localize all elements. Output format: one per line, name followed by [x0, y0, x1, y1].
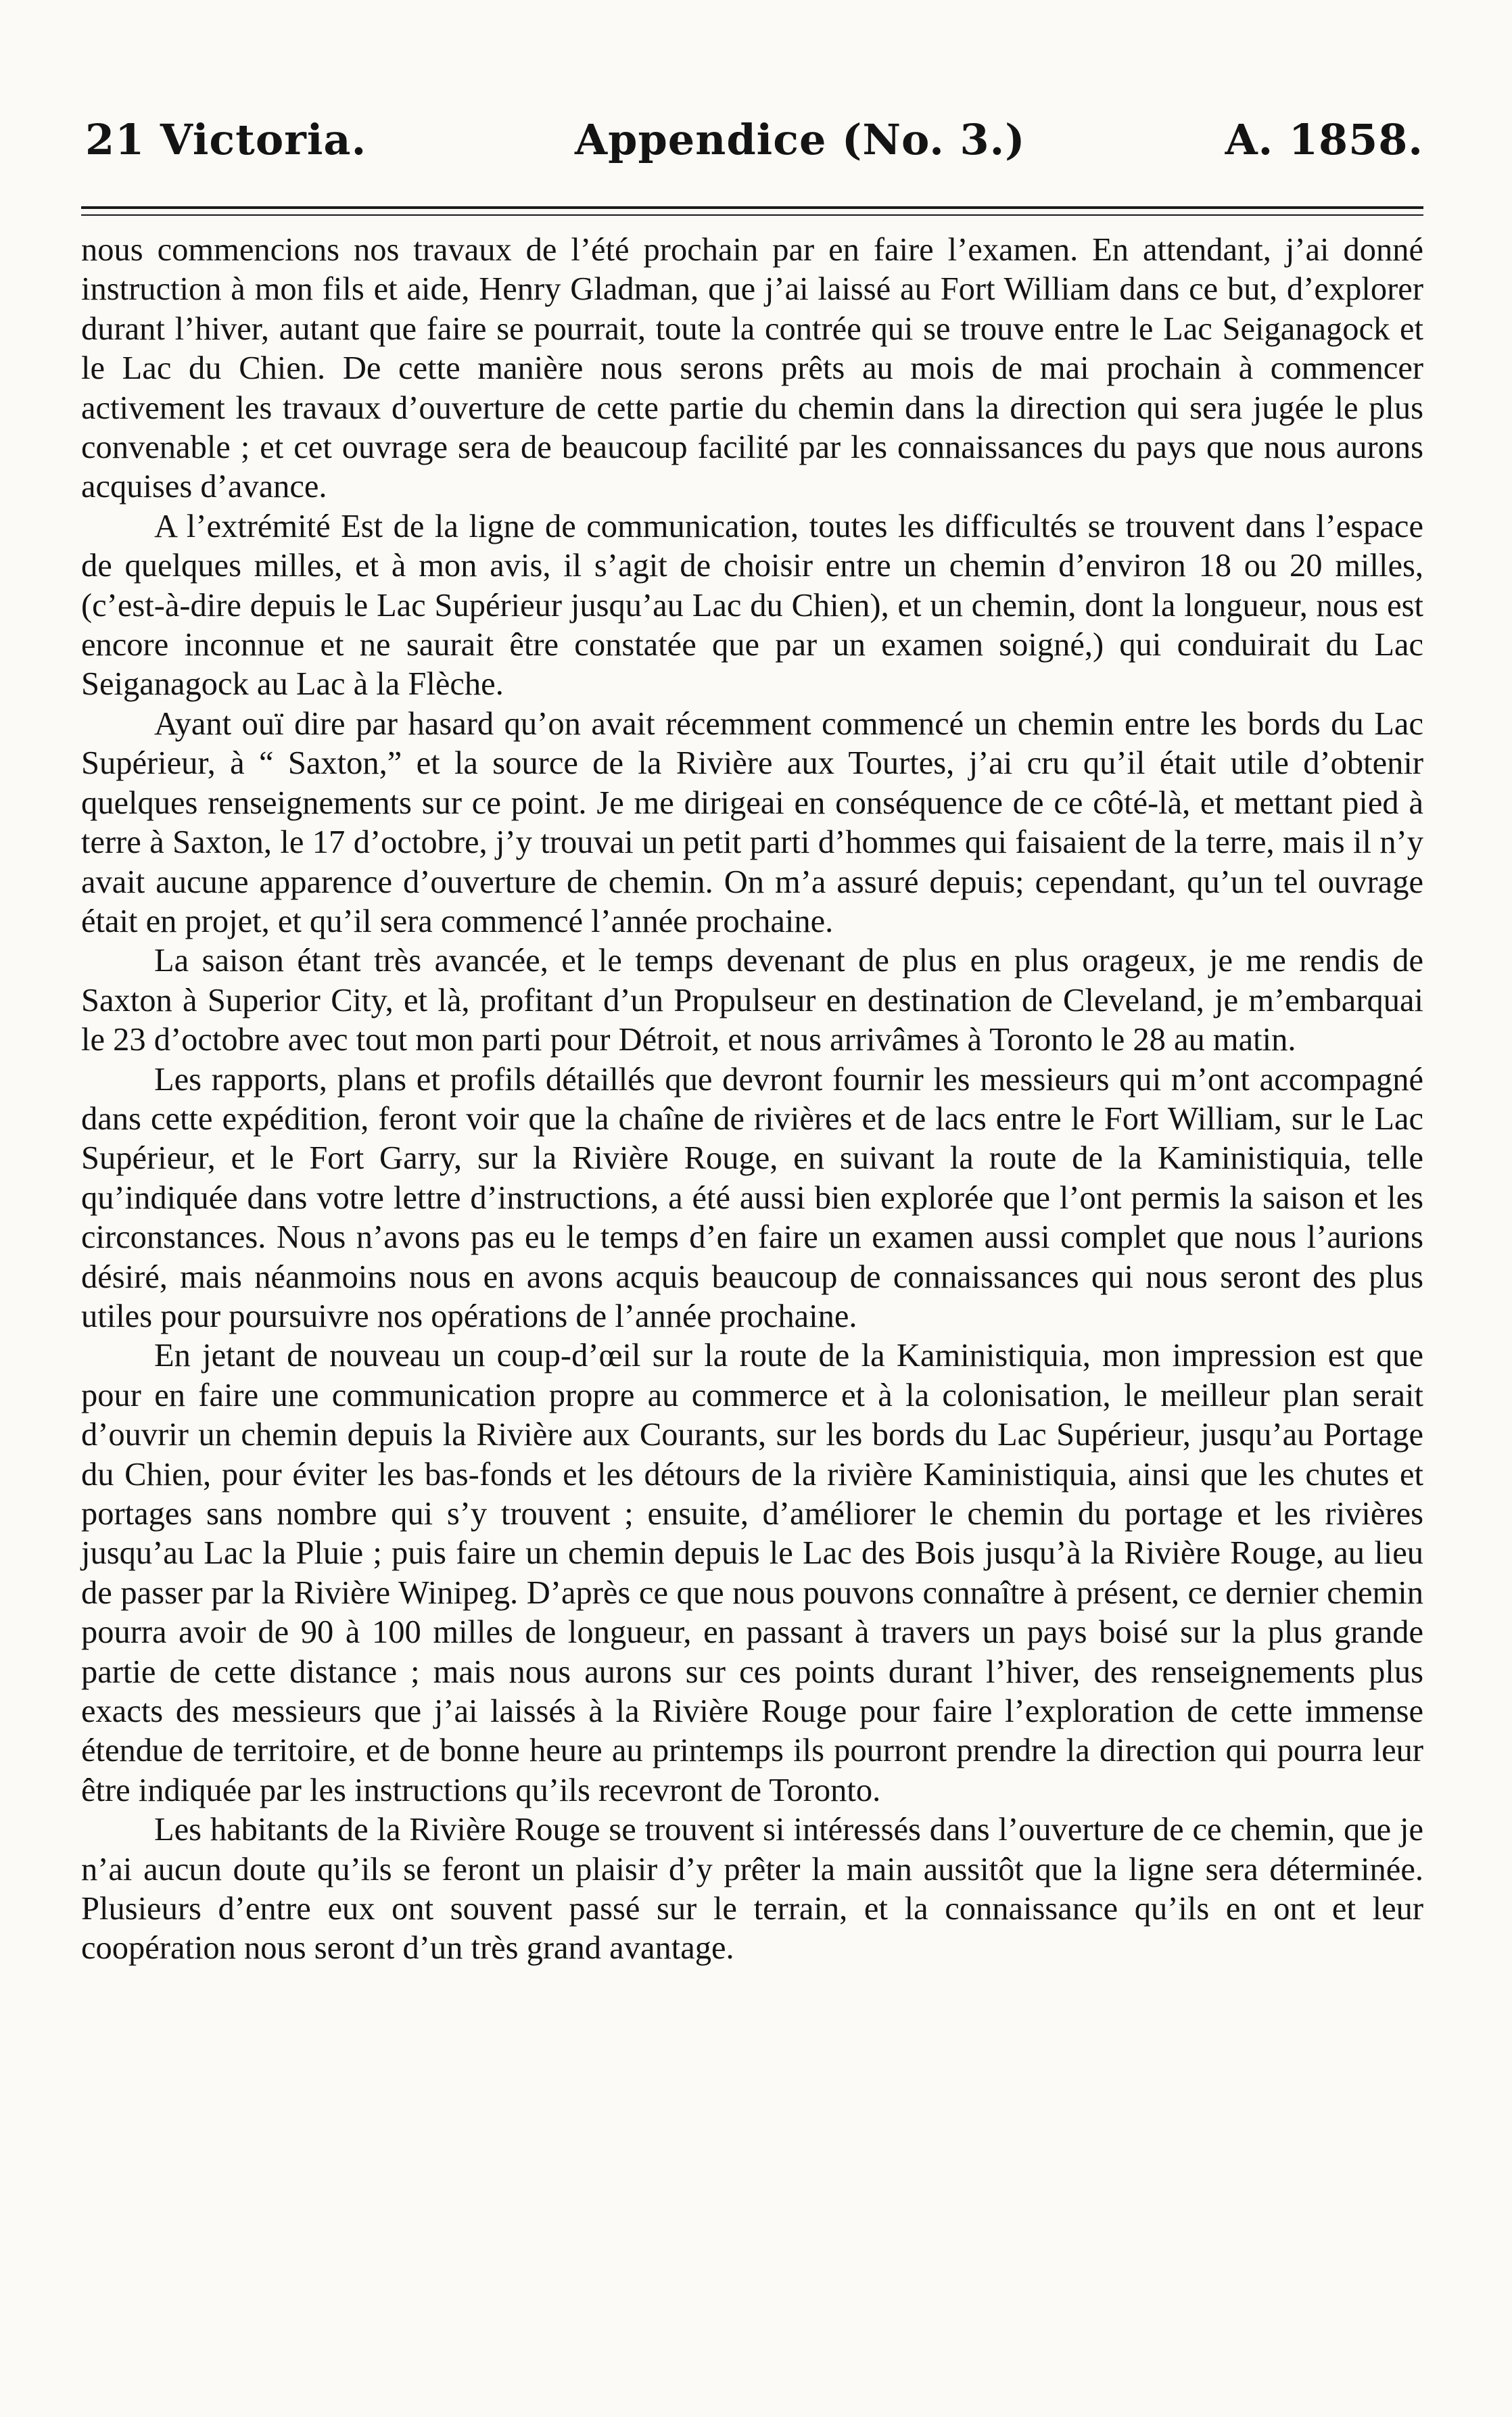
header-session: 21 Victoria.	[85, 115, 367, 164]
body-text	[81, 231, 1423, 1969]
paragraph-3: Ayant ouï dire par hasard qu’on avait récemment commencé un chemin entre les bords du Lac Supérieur, à “ Saxton,” et la source de la Rivière aux Tourtes, j’ai cru qu’il était utile d’obtenir quelques renseignements sur ce point. Je me dirigeai en conséquence de ce côté-là, et mettant pied à terre à Saxton, le 17 d’octobre, j’y trouvai un petit parti d’hommes qui faisaient de la terre, mais il n’y avait aucune apparence d’ouverture de chemin. On m’a assuré depuis; cependant, qu’un tel ouvrage était en projet, et qu’il sera commencé l’année prochaine.	[81, 705, 1423, 939]
paragraph-6: En jetant de nouveau un coup-d’œil sur la route de la Kaministiquia, mon impression est que pour en faire une communication propre au commerce et à la colonisation, le meilleur plan serait d’ouvrir un chemin depuis la Rivière aux Courants, sur les bords du Lac Supérieur, jusqu’au Portage du Chien, pour éviter les bas-fonds et les détours de la rivière Kaministiquia, ainsi que les chutes et portages sans nombre qui s’y trouvent ; ensuite, d’améliorer le chemin du portage et les rivières jusqu’au Lac la Pluie ; puis faire un chemin depuis le Lac des Bois jusqu’à la Rivière Rouge, au lieu de passer par la Rivière Winipeg. D’après ce que nous pouvons connaître à présent, ce dernier chemin pourra avoir de 90 à 100 milles de longueur, en passant à travers un pays boisé sur la plus grande partie de cette distance ; mais nous aurons sur ces points durant l’hiver, des renseignements plus exacts des messieurs que j’ai laissés à la Rivière Rouge pour faire l’exploration de cette immense étendue de territoire, et de bonne heure au printemps ils pourront prendre la direction qui pourra leur être indiquée par les instructions qu’ils recevront de Toronto.	[81, 1338, 1423, 1808]
paragraph-4: La saison étant très avancée, et le temps devenant de plus en plus orageux, je me rendis de Saxton à Superior City, et là, profitant d’un Propulseur en destination de Cleveland, je m’embarquai le 23 d’octobre avec tout mon parti pour Détroit, et nous arrivâmes à Toronto le 28 au matin.	[81, 943, 1423, 1058]
paragraph-2: A l’extrémité Est de la ligne de communication, toutes les difficultés se trouvent dans l’espace de quelques milles, et à mon avis, il s’agit de choisir entre un chemin d’environ 18 ou 20 milles, (c’est-à-dire depuis le Lac Supérieur jusqu’au Lac du Chien), et un chemin, dont la longueur, nous est encore inconnue et ne saurait être constatée que par un examen soigné,) qui conduirait du Lac Seiganagock au Lac à la Flèche.	[81, 508, 1423, 703]
page-header	[81, 101, 1423, 169]
paragraph-5: Les rapports, plans et profils détaillés que devront fournir les messieurs qui m’ont accompagné dans cette expédition, feront voir que la chaîne de rivières et de lacs entre le Fort William, sur le Lac Supérieur, et le Fort Garry, sur la Rivière Rouge, en suivant la route de la Kaministiquia, telle qu’indiquée dans votre lettre d’instructions, a été aussi bien explorée que l’ont permis la saison et les circonstances. Nous n’avons pas eu le temps d’en faire un examen aussi complet que nous l’aurions désiré, mais néanmoins nous en avons acquis beaucoup de connaissances qui nous seront des plus utiles pour poursuivre nos opérations de l’année prochaine.	[81, 1061, 1423, 1334]
header-rule-thick	[81, 206, 1423, 209]
header-appendix: Appendice (No. 3.)	[575, 115, 1026, 164]
header-year: A. 1858.	[1225, 115, 1423, 164]
paragraph-7: Les habitants de la Rivière Rouge se trouvent si intéressés dans l’ouverture de ce chemin, que je n’ai aucun doute qu’ils se feront un plaisir d’y prêter la main aussitôt que la ligne sera déterminée. Plusieurs d’entre eux ont souvent passé sur le terrain, et la connaissance qu’ils en ont et leur coopération nous seront d’un très grand avantage.	[81, 1812, 1423, 1967]
document-page	[81, 101, 1423, 1969]
paragraph-1: nous commencions nos travaux de l’été prochain par en faire l’examen. En attendant, j’ai donné instruction à mon fils et aide, Henry Gladman, que j’ai laissé au Fort William dans ce but, d’explorer durant l’hiver, autant que faire se pourrait, toute la contrée qui se trouve entre le Lac Seiganagock et le Lac du Chien. De cette manière nous serons prêts au mois de mai prochain à commencer activement les travaux d’ouverture de cette partie du chemin dans la direction qui sera jugée le plus convenable ; et cet ouvrage sera de beaucoup facilité par les connaissances du pays que nous aurons acquises d’avance.	[81, 232, 1423, 505]
header-rule-thin	[81, 214, 1423, 216]
